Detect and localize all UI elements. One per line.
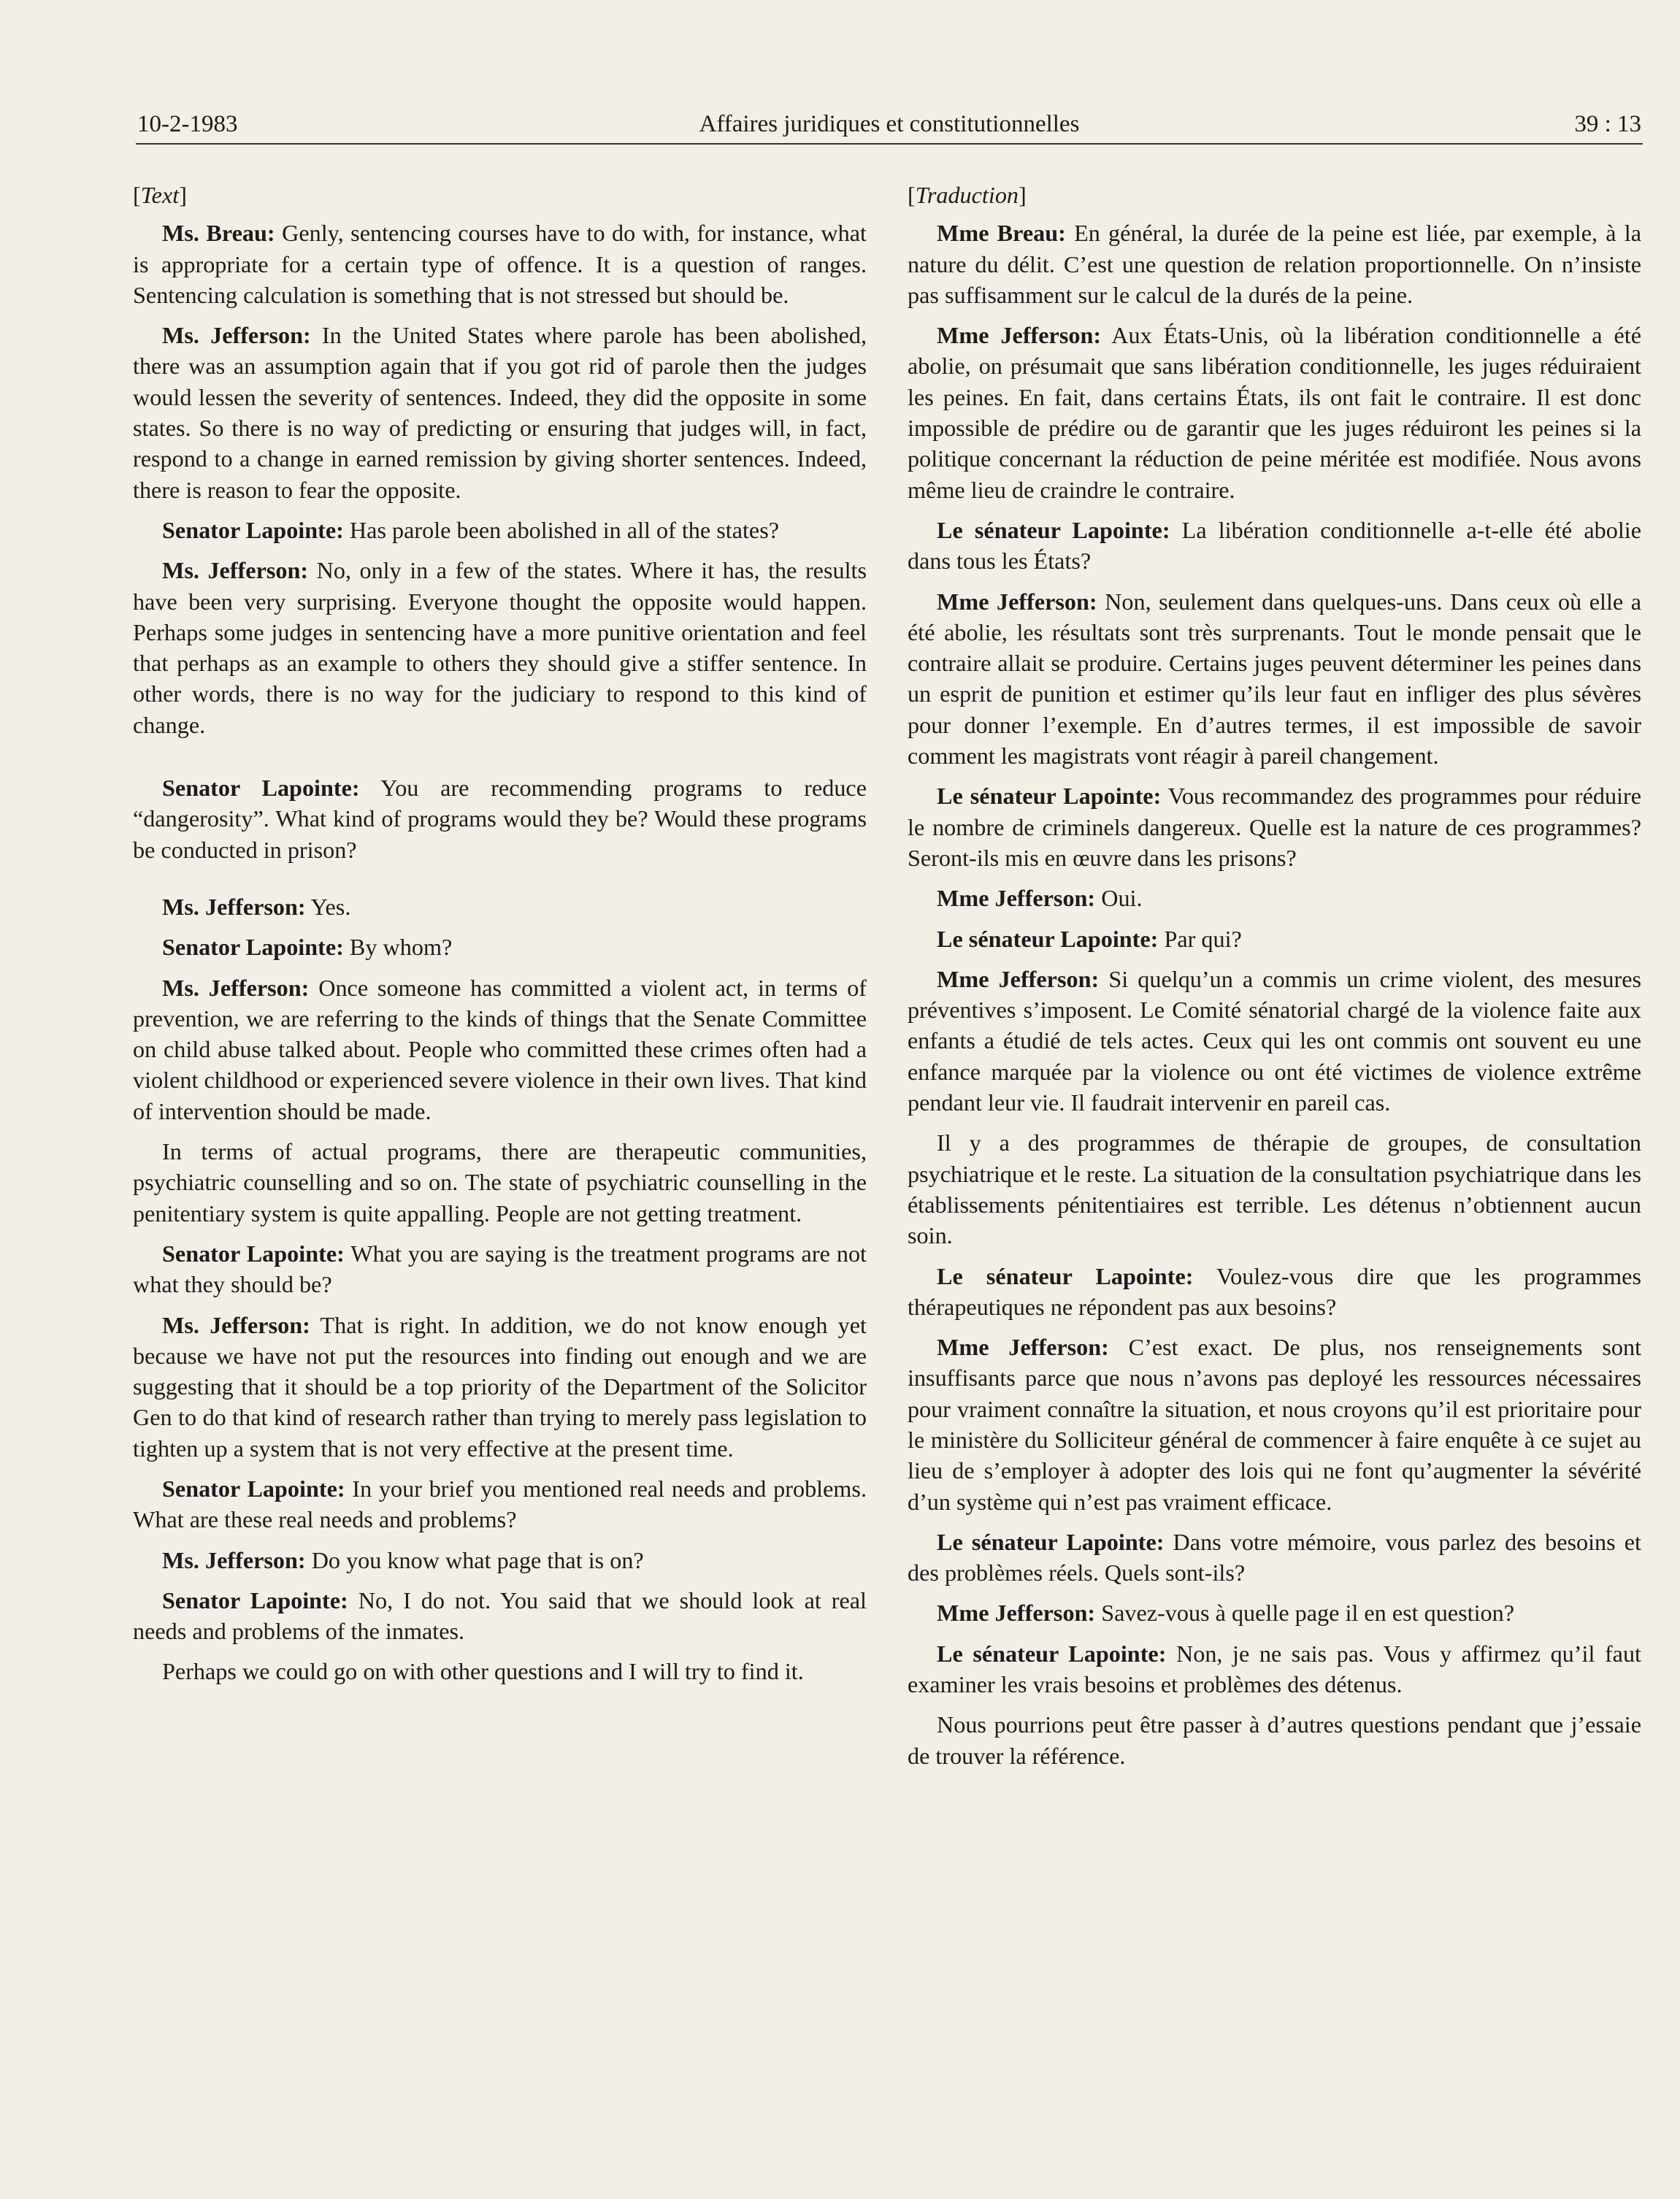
- speaker-name: Mme Jefferson:: [937, 322, 1102, 349]
- speech-text: Il y a des programmes de thérapie de groupes, de consultation psychiatrique et le reste. La situation de la consultation psychiatrique dans les établissements pénitentiaires est terrible. Les détenus n’obtiennent aucun soin.: [908, 1129, 1641, 1249]
- transcript-paragraph: [133, 218, 867, 310]
- speech-text: Par qui?: [1158, 925, 1242, 952]
- speaker-name: Senator Lapointe:: [162, 775, 360, 802]
- speaker-name: Mme Jefferson:: [937, 1600, 1096, 1627]
- speaker-name: Ms. Jefferson:: [162, 322, 311, 349]
- speaker-name: Senator Lapointe:: [162, 934, 344, 961]
- transcript-paragraph: [133, 515, 867, 545]
- speaker-name: Le sénateur Lapointe:: [937, 1640, 1167, 1667]
- french-column: [908, 180, 1641, 1781]
- speech-text: Non, je ne sais pas. Vous y affirmez qu’il faut examiner les vrais besoins et problèmes des détenus.: [908, 1640, 1641, 1698]
- speech-text: La libération conditionnelle a-t-elle été abolie dans tous les États?: [908, 516, 1641, 575]
- transcript-paragraph: [908, 515, 1641, 577]
- transcript-paragraph: [908, 1332, 1641, 1517]
- english-label: [Text]: [133, 182, 187, 208]
- transcript-paragraph: [908, 1127, 1641, 1251]
- transcript-paragraph: [908, 1709, 1641, 1771]
- speaker-name: Mme Jefferson:: [937, 885, 1096, 912]
- speaker-name: Ms. Breau:: [162, 220, 275, 247]
- transcript-paragraph: [133, 1656, 867, 1686]
- transcript-paragraph: [133, 1238, 867, 1300]
- transcript-paragraph: [133, 1585, 867, 1647]
- speech-text: Nous pourrions peut être passer à d’autres questions pendant que j’essaie de trouver la référence.: [908, 1711, 1641, 1769]
- transcript-paragraph: [908, 1527, 1641, 1589]
- transcript-paragraph: [908, 924, 1641, 954]
- header-rule: [136, 143, 1643, 145]
- speech-text: By whom?: [343, 934, 453, 961]
- speaker-name: Senator Lapointe:: [162, 1240, 345, 1267]
- speaker-name: Le sénateur Lapointe:: [937, 516, 1170, 543]
- transcript-paragraph: [133, 772, 867, 865]
- header-date: 10-2-1983: [137, 111, 238, 137]
- transcript-paragraph: [908, 320, 1641, 505]
- transcript-paragraph: [908, 964, 1641, 1118]
- speech-text: Dans votre mémoire, vous parlez des besoins et des problèmes réels. Quels sont-ils?: [908, 1528, 1641, 1586]
- speaker-name: Mme Jefferson:: [937, 1334, 1109, 1361]
- transcript-paragraph: [908, 883, 1641, 913]
- speech-text: Non, seulement dans quelques-uns. Dans ceux où elle a été abolie, les résultats sont très surprenants. Tout le monde pensait que le contraire allait se produire. Certains juges peuvent déterminer les peines dans un esprit de punition et estimer qu’ils leur faut en infliger des plus sévères pour donner l’exemple. En d’autres termes, il est impossible de savoir comment les magistrats vont réagir à pareil changement.: [908, 588, 1642, 770]
- speech-text: Do you know what page that is on?: [305, 1546, 644, 1573]
- speaker-name: Mme Jefferson:: [937, 588, 1097, 615]
- speech-text: No, I do not. You said that we should look at real needs and problems of the inmates.: [133, 1586, 867, 1645]
- speech-text: C’est exact. De plus, nos renseignements sont insuffisants parce que nous n’avons pas deployé les ressources nécessaires pour vraiment connaître la situation, et nous croyons qu’il est prioritaire pour le ministère du Solliciteur général de commencer à faire enquête à ce sujet au lieu de s’employer à adopter des lois qui ne font qu’augmenter la sévérité d’un système qui n’est pas vraiment efficace.: [908, 1334, 1642, 1515]
- speaker-name: Ms. Jefferson:: [162, 1546, 306, 1573]
- speaker-name: Ms. Jefferson:: [162, 893, 306, 920]
- speaker-name: Mme Jefferson:: [937, 965, 1100, 992]
- speech-text: What you are saying is the treatment programs are not what they should be?: [133, 1240, 867, 1298]
- speaker-name: Mme Breau:: [937, 220, 1066, 247]
- transcript-paragraph: [133, 891, 867, 922]
- transcript-paragraph: [908, 1638, 1641, 1700]
- speech-text: Savez-vous à quelle page il en est question?: [1095, 1600, 1514, 1627]
- speech-text: Oui.: [1095, 885, 1143, 912]
- speech-text: Aux États-Unis, où la libération conditionnelle a été abolie, on présumait que sans libération conditionnelle, les juges réduiraient les peines. En fait, dans certains États, ils ont fait le contraire. Il est donc impossible de prédire ou de garantir que les juges réduiront les peines si la politique concernant la réduction de peine méritée est modifiée. Nous avons même lieu de craindre le contraire.: [908, 322, 1642, 503]
- speech-text: Once someone has committed a violent act, in terms of prevention, we are referring to the kinds of things that the Senate Committee on child abuse talked about. People who committed these crimes often had a violent childhood or experienced severe violence in their own lives. That kind of intervention should be made.: [133, 974, 867, 1124]
- speaker-name: Le sénateur Lapointe:: [937, 1262, 1194, 1289]
- speech-text: Yes.: [305, 893, 351, 920]
- speech-text: Perhaps we could go on with other questions and I will try to find it.: [162, 1658, 804, 1685]
- speech-text: That is right. In addition, we do not know enough yet because we have not put the resources into finding out enough and we are suggesting that it should be a top priority of the Department of the Solicitor Gen to do that kind of research rather than trying to merely pass legislation to tighten up a system that is not very effective at the present time.: [133, 1311, 867, 1462]
- speaker-name: Senator Lapointe:: [162, 516, 344, 543]
- french-label: [Traduction]: [908, 182, 1027, 208]
- speaker-name: Ms. Jefferson:: [162, 557, 309, 584]
- speech-text: In terms of actual programs, there are therapeutic communities, psychiatric counselling and so on. The state of psychiatric counselling in the penitentiary system is quite appalling. People are not getting treatment.: [133, 1138, 867, 1227]
- english-column: [133, 180, 867, 1697]
- transcript-paragraph: [908, 586, 1641, 772]
- transcript-paragraph: [133, 320, 867, 505]
- speech-text: En général, la durée de la peine est liée, par exemple, à la nature du délit. C’est une question de relation proportionnelle. On n’insiste pas suffisamment sur le calcul de la durés de la peine.: [908, 220, 1641, 308]
- speech-text: You are recommending programs to reduce “dangerosity”. What kind of programs would they be? Would these programs be conducted in prison?: [133, 775, 867, 863]
- transcript-paragraph: [908, 780, 1641, 873]
- speech-text: In your brief you mentioned real needs and problems. What are these real needs and problems?: [133, 1475, 867, 1533]
- speaker-name: Le sénateur Lapointe:: [937, 783, 1162, 810]
- header-page-number: 39 : 13: [1574, 111, 1641, 137]
- speech-text: Genly, sentencing courses have to do with, for instance, what is appropriate for a certain type of offence. It is a question of ranges. Sentencing calculation is something that is not stressed but should be.: [133, 220, 867, 308]
- header-title: Affaires juridiques et constitutionnelles: [699, 111, 1080, 137]
- speaker-name: Ms. Jefferson:: [162, 1311, 310, 1338]
- transcript-paragraph: [908, 1261, 1641, 1323]
- transcript-paragraph: [133, 1310, 867, 1464]
- transcript-paragraph: [133, 555, 867, 740]
- page-header: [137, 108, 1641, 140]
- transcript-paragraph: [133, 1473, 867, 1535]
- transcript-paragraph: [133, 972, 867, 1127]
- speech-text: Has parole been abolished in all of the states?: [343, 516, 780, 543]
- transcript-paragraph: [133, 932, 867, 962]
- transcript-paragraph: [908, 1597, 1641, 1628]
- speaker-name: Senator Lapointe:: [162, 1475, 345, 1502]
- speaker-name: Le sénateur Lapointe:: [937, 925, 1159, 952]
- speech-text: No, only in a few of the states. Where it has, the results have been very surprising. Everyone thought the opposite would happen. Perhaps some judges in sentencing have a more punitive orientation and feel that perhaps as an example to others they should give a stiffer sentence. In other words, there is no way for the judiciary to respond to this kind of change.: [133, 557, 867, 738]
- speech-text: Vous recommandez des programmes pour réduire le nombre de criminels dangereux. Quelle est la nature de ces programmes? Seront-ils mis en œuvre dans les prisons?: [908, 783, 1641, 871]
- speaker-name: Le sénateur Lapointe:: [937, 1528, 1165, 1555]
- transcript-paragraph: [133, 1545, 867, 1576]
- speech-text: In the United States where parole has been abolished, there was an assumption again that if you got rid of parole then the judges would lessen the severity of sentences. Indeed, they did the opposite in some states. So there is no way of predicting or ensuring that judges will, in fact, respond to a change in earned remission by giving shorter sentences. Indeed, there is reason to fear the opposite.: [133, 322, 867, 503]
- speaker-name: Senator Lapointe:: [162, 1586, 348, 1613]
- speech-text: Voulez-vous dire que les programmes thérapeutiques ne répondent pas aux besoins?: [908, 1262, 1641, 1320]
- speech-text: Si quelqu’un a commis un crime violent, des mesures préventives s’imposent. Le Comité sénatorial chargé de la violence faite aux enfants a étudié de tels actes. Ceux qui les ont commis ont souvent eu une enfance marquée par la violence ou ont été victimes de violence extrême pendant leur vie. Il faudrait intervenir en pareil cas.: [908, 965, 1642, 1116]
- speaker-name: Ms. Jefferson:: [162, 974, 310, 1001]
- transcript-paragraph: [908, 218, 1641, 310]
- transcript-paragraph: [133, 1136, 867, 1229]
